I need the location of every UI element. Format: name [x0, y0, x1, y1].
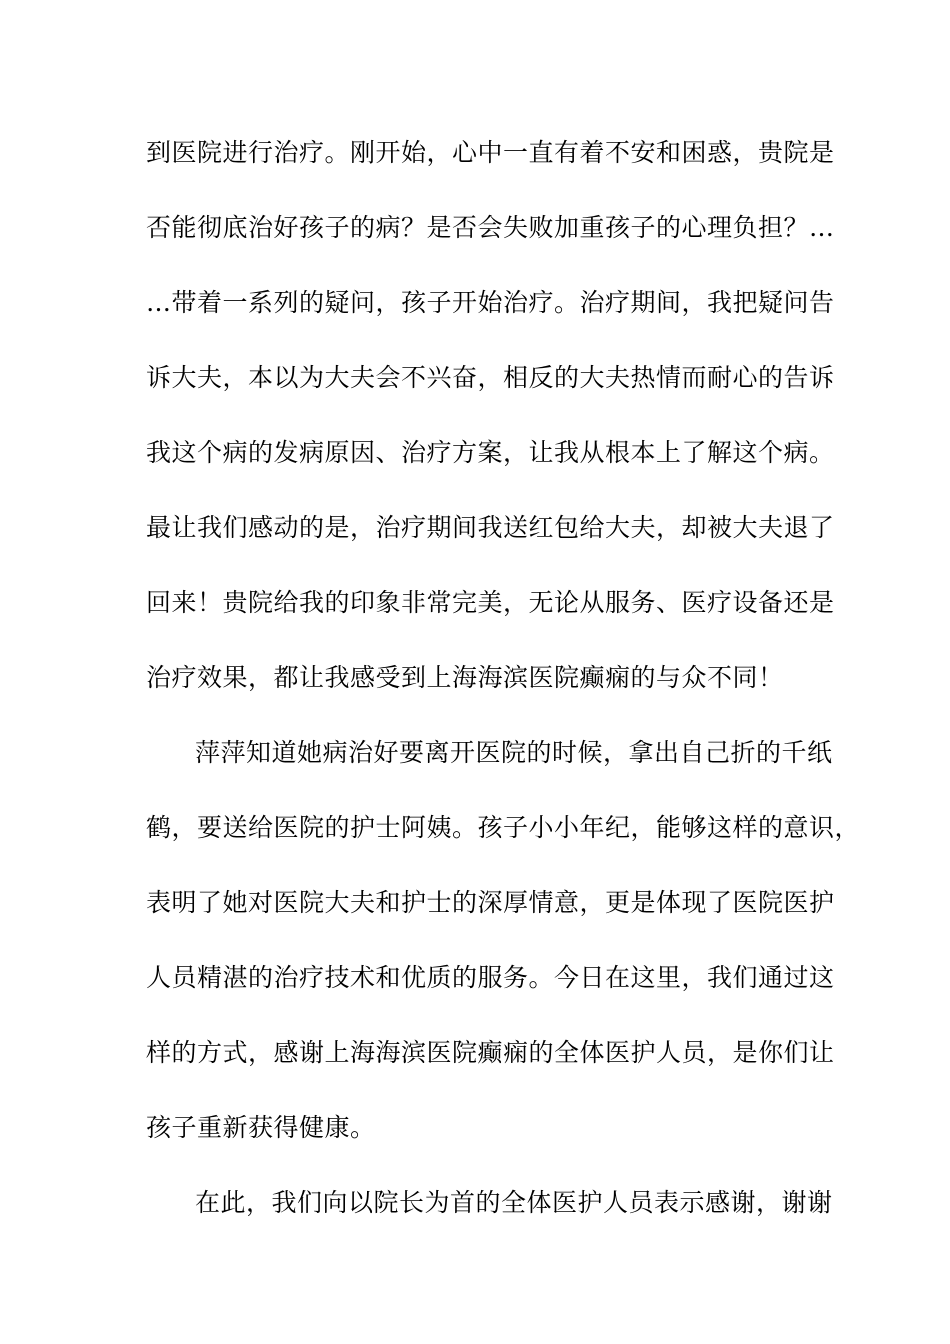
text-line: 否能彻底治好孩子的病？是否会失败加重孩子的心理负担？… [146, 213, 835, 242]
text-line: 我这个病的发病原因、治疗方案，让我从根本上了解这个病。 [146, 438, 835, 467]
text-line: 最让我们感动的是，治疗期间我送红包给大夫，却被大夫退了 [146, 513, 835, 542]
text-line: 到医院进行治疗。刚开始，心中一直有着不安和困惑，贵院是 [146, 138, 835, 167]
text-line: 诉大夫，本以为大夫会不兴奋，相反的大夫热情而耐心的告诉 [146, 363, 835, 392]
text-line: 样的方式，感谢上海海滨医院癫痫的全体医护人员，是你们让 [146, 1038, 835, 1067]
text-line: …带着一系列的疑问，孩子开始治疗。治疗期间，我把疑问告 [146, 288, 835, 317]
text-line: 孩子重新获得健康。 [146, 1113, 376, 1142]
paragraph-start-line: 在此，我们向以院长为首的全体医护人员表示感谢，谢谢 [195, 1188, 833, 1217]
body-text [146, 130, 861, 1255]
text-line: 治疗效果，都让我感受到上海海滨医院癫痫的与众不同！ [146, 663, 784, 692]
text-line: 鹤，要送给医院的护士阿姨。孩子小小年纪，能够这样的意识， [146, 813, 861, 842]
text-line: 回来！贵院给我的印象非常完美，无论从服务、医疗设备还是 [146, 588, 835, 617]
paragraph-start-line: 萍萍知道她病治好要离开医院的时候，拿出自己折的千纸 [195, 738, 833, 767]
text-line: 人员精湛的治疗技术和优质的服务。今日在这里，我们通过这 [146, 963, 835, 992]
text-line: 表明了她对医院大夫和护士的深厚情意，更是体现了医院医护 [146, 888, 835, 917]
